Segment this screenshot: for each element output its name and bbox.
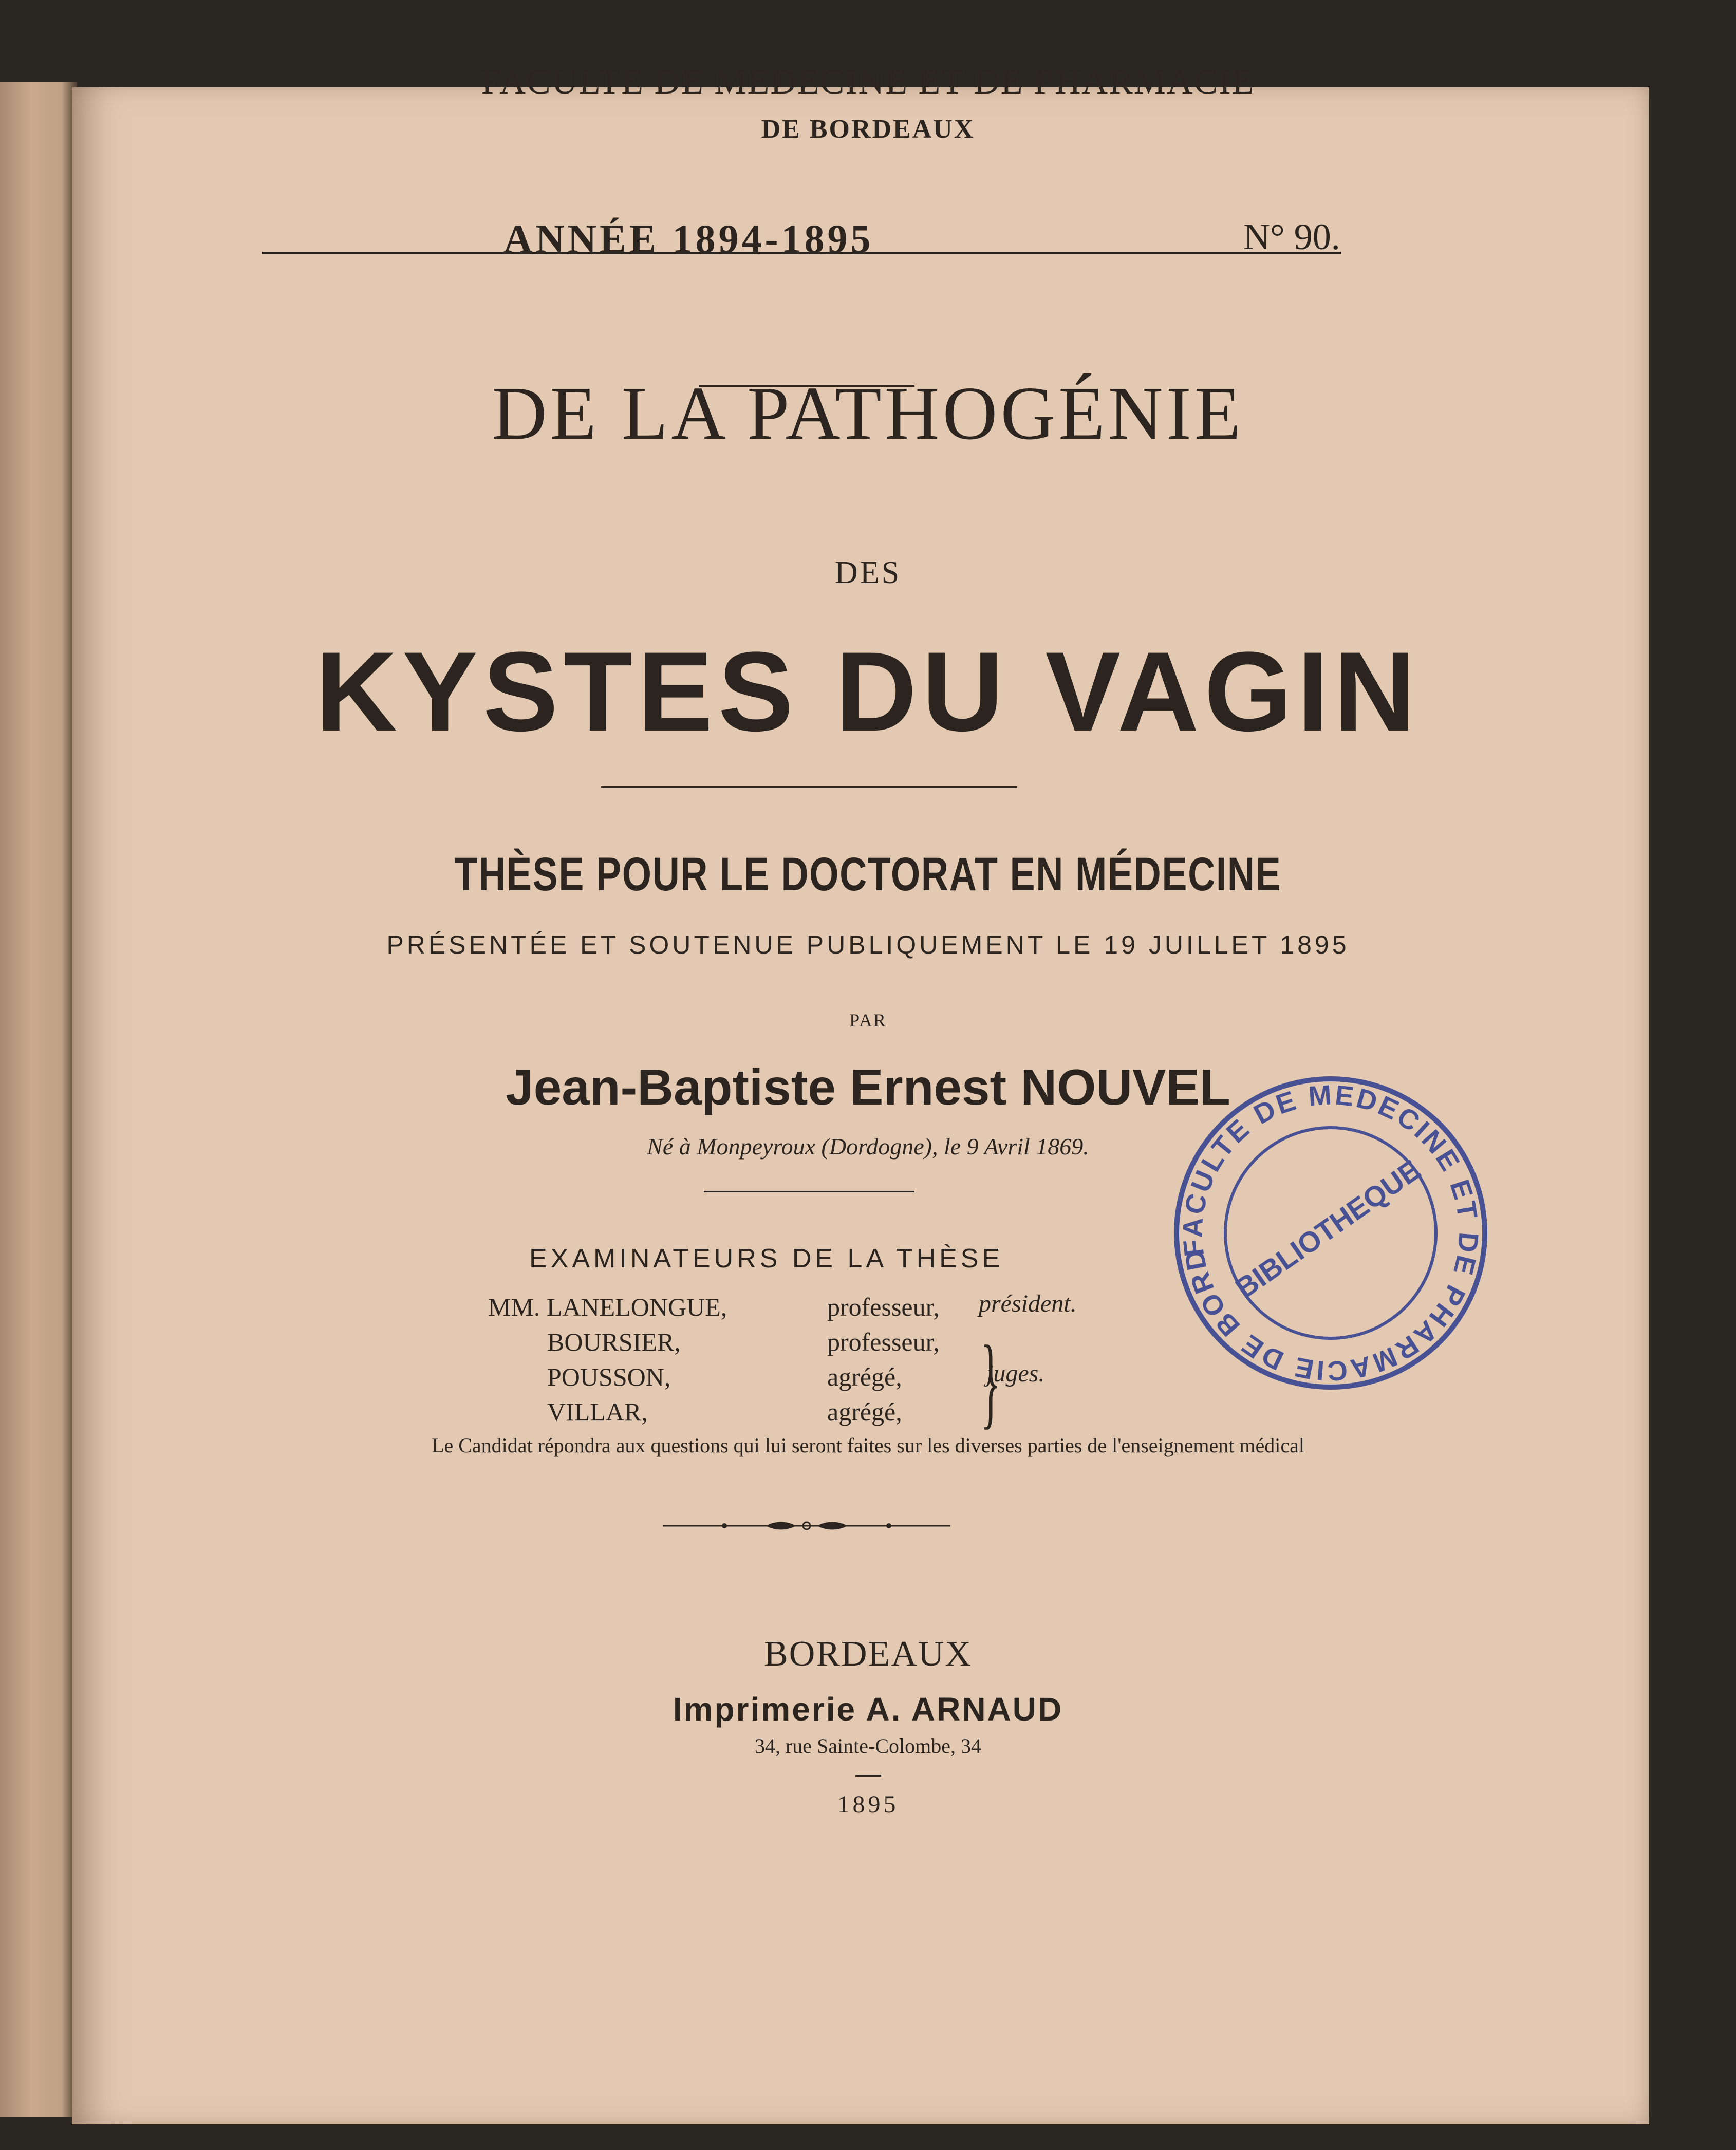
- author-name: Jean-Baptiste Ernest NOUVEL: [506, 1059, 1230, 1115]
- examiner-role: agrégé,: [827, 1362, 902, 1391]
- printer-name: Imprimerie A. ARNAUD: [673, 1691, 1063, 1728]
- printer-address: 34, rue Sainte-Colombe, 34: [754, 1734, 982, 1758]
- presentation-date: PRÉSENTÉE ET SOUTENUE PUBLIQUEMENT LE 19 JUILLET 1895: [386, 930, 1350, 959]
- title-rule-bottom: [601, 786, 1017, 788]
- faculty-city: DE BORDEAUX: [761, 115, 975, 144]
- ornament-divider: [663, 1516, 950, 1536]
- examiner-role: professeur,: [827, 1293, 940, 1321]
- thesis-type: THÈSE POUR LE DOCTORAT EN MÉDECINE: [454, 848, 1282, 901]
- candidate-note: Le Candidat répondra aux questions qui lui seront faites sur les diverses parties de l'enseignement médical: [432, 1434, 1304, 1457]
- title-line-3: KYSTES DU VAGIN: [315, 628, 1421, 755]
- author-birth: Né à Monpeyroux (Dordogne), le 9 Avril 1869.: [647, 1133, 1089, 1160]
- title-line-1: DE LA PATHOGÉNIE: [492, 371, 1244, 456]
- faculty-name: FACULTE DE MEDECINE ET DE PHARMACIE: [481, 62, 1255, 102]
- examiner-names: [488, 1289, 727, 1429]
- examiner-roles: [827, 1289, 940, 1429]
- par-label: PAR: [849, 1010, 887, 1031]
- imprint-year: 1895: [837, 1791, 899, 1818]
- title-line-2: DES: [834, 555, 902, 590]
- library-stamp: [1166, 1069, 1495, 1397]
- author-rule: [704, 1191, 914, 1192]
- imprint-city: BORDEAUX: [764, 1634, 972, 1674]
- stamp-center-text: BIBLIOTHEQUE: [1229, 1153, 1426, 1305]
- thesis-number: N° 90.: [1243, 216, 1340, 257]
- examiner-role: agrégé,: [827, 1397, 902, 1426]
- president-label: président.: [979, 1290, 1077, 1317]
- examiner-name: POUSSON,: [547, 1362, 671, 1391]
- imprint-rule: [855, 1775, 881, 1777]
- juges-brace: }: [980, 1325, 1001, 1438]
- stamp-ring-text: FACULTE DE MEDECINE ET DE PHARMACIE DE BORDEAUX: [1177, 1079, 1484, 1387]
- examiner-name: MM. LANELONGUE,: [488, 1293, 727, 1321]
- examiner-name: BOURSIER,: [547, 1328, 681, 1356]
- juges-label: juges.: [986, 1360, 1045, 1387]
- examiner-name: VILLAR,: [547, 1397, 648, 1426]
- academic-year: ANNÉE 1894-1895: [503, 216, 874, 261]
- examiners-heading: EXAMINATEURS DE LA THÈSE: [529, 1244, 1004, 1274]
- examiner-role: professeur,: [827, 1328, 940, 1356]
